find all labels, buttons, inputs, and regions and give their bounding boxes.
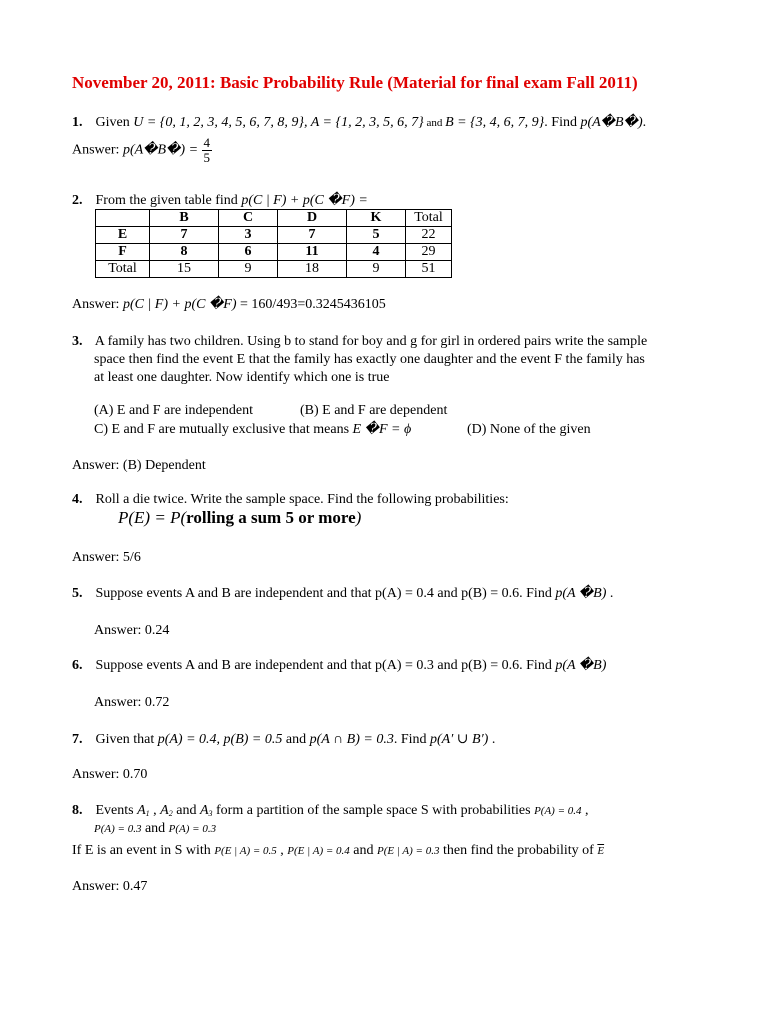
- question-6: [72, 657, 606, 675]
- answer-5: Answer: 0.24: [94, 623, 170, 638]
- fraction-numerator: 4: [203, 135, 211, 150]
- fraction-denominator: 5: [203, 150, 211, 165]
- question-number: 4.: [72, 492, 83, 507]
- punctuation: ,: [581, 803, 589, 818]
- option-c: [94, 421, 411, 439]
- expression-right: ): [355, 508, 362, 527]
- question-text: Given that: [95, 732, 158, 747]
- question-7: [72, 731, 495, 749]
- option-b: (B) E and F are dependent: [300, 403, 448, 418]
- question-number: 8.: [72, 803, 83, 818]
- find-expression: p(A �B): [555, 658, 607, 673]
- question-expression: p(C | F) + p(C �F) =: [241, 193, 368, 208]
- answer-expression: p(C | F) + p(C �F): [122, 297, 237, 312]
- table-header-cell: B: [150, 210, 219, 227]
- question-3: [72, 333, 647, 351]
- question-8-line-2: [94, 820, 216, 838]
- table-cell: 18: [278, 261, 347, 278]
- option-a: (A) E and F are independent: [94, 403, 253, 418]
- answer-8: Answer: 0.47: [72, 879, 148, 894]
- table-cell: 29: [406, 244, 452, 261]
- punctuation: .: [488, 732, 496, 747]
- given-pab: p(A ∩ B) = 0.3: [309, 732, 394, 747]
- conjunction: and: [282, 732, 310, 747]
- question-text: Events: [95, 803, 138, 818]
- given-pa: p(A) = 0.4,: [157, 732, 221, 747]
- table-cell: 5: [347, 227, 406, 244]
- table-row: [96, 261, 452, 278]
- question-text: Roll a die twice. Write the sample space. Find the following probabilities:: [95, 492, 509, 507]
- event-symbol: A: [137, 803, 146, 818]
- complement-e: $\overline{E}$: [597, 845, 605, 857]
- conjunction: and: [423, 117, 446, 129]
- table-cell: 9: [219, 261, 278, 278]
- answer-3: Answer: (B) Dependent: [72, 458, 206, 473]
- find-text: . Find: [544, 115, 581, 130]
- table-cell: 22: [406, 227, 452, 244]
- table-cell: 51: [406, 261, 452, 278]
- answer-expression: p(A�B�) =: [122, 142, 202, 158]
- probability-expression: [118, 509, 361, 527]
- conjunction: and: [349, 843, 377, 858]
- cond-prob-2: P(E | A) = 0.4: [287, 845, 350, 857]
- answer-label: Answer:: [72, 142, 123, 158]
- find-expression: p(A�B�): [580, 115, 643, 130]
- punctuation: .: [642, 115, 647, 130]
- event-a1: $A_1$: [137, 803, 150, 818]
- event-a2: $A_2$: [160, 803, 173, 818]
- question-5: [72, 585, 613, 603]
- question-2: [72, 192, 368, 210]
- question-number: 7.: [72, 732, 83, 747]
- frequency-table: [95, 209, 452, 278]
- answer-4: Answer: 5/6: [72, 550, 141, 565]
- table-cell: 8: [150, 244, 219, 261]
- question-number: 5.: [72, 586, 83, 601]
- prob-a1: P(A) = 0.4: [534, 805, 582, 817]
- answer-1: [72, 136, 212, 165]
- prob-a3: P(A) = 0.3: [168, 823, 217, 835]
- question-text: From the given table find: [95, 193, 242, 208]
- question-number: 3.: [72, 334, 83, 349]
- question-8-line-3: If E is an event in S with P(E | A) = 0.5 , P(E | A) = 0.4 and P(E | A) = 0.3 then find the probability of $\overline{E}$: [72, 843, 605, 858]
- prob-a2: P(A) = 0.3: [94, 823, 142, 835]
- event-symbol: A: [199, 803, 209, 818]
- question-text: If E is an event in S with: [72, 843, 215, 858]
- table-header-cell: K: [347, 210, 406, 227]
- table-cell: 4: [347, 244, 406, 261]
- question-text-line: at least one daughter. Now identify which one is true: [94, 370, 390, 385]
- answer-label: Answer:: [72, 297, 123, 312]
- table-cell: 6: [219, 244, 278, 261]
- question-text: Suppose events A and B are independent and that p(A) = 0.3 and p(B) = 0.6. Find: [95, 658, 556, 673]
- table-cell: 11: [278, 244, 347, 261]
- event-a3: $A_3$: [199, 803, 213, 818]
- question-text-line: space then find the event E that the family has exactly one daughter and the event F the family has: [94, 352, 645, 367]
- question-8: 8. Events $A_1$ , $A_2$ and $A_3$ form a partition of the sample space S with probabilities P(A) = 0.4 ,: [72, 803, 589, 818]
- question-1: [72, 114, 646, 132]
- table-row-label: F: [96, 244, 150, 261]
- given-pb: p(B) = 0.5: [223, 732, 283, 747]
- question-text: Given: [95, 115, 134, 130]
- question-number: 6.: [72, 658, 83, 673]
- question-number: 2.: [72, 193, 83, 208]
- table-row-label: Total: [96, 261, 150, 278]
- find-expression: p(A′ ∪ B′): [430, 732, 489, 747]
- table-row: [96, 244, 452, 261]
- event-symbol: A: [160, 803, 169, 818]
- page-title: November 20, 2011: Basic Probability Rule (Material for final exam Fall 2011): [72, 73, 638, 92]
- expression-event: rolling a sum 5 or more: [186, 508, 356, 527]
- set-a: , A = {1, 2, 3, 5, 6, 7}: [303, 115, 424, 130]
- cond-prob-1: P(E | A) = 0.5: [214, 845, 277, 857]
- answer-6: Answer: 0.72: [94, 695, 170, 710]
- table-header-cell: [96, 210, 150, 227]
- table-cell: 15: [150, 261, 219, 278]
- answer-value: = 160/493=0.3245436105: [236, 297, 386, 312]
- table-row-label: E: [96, 227, 150, 244]
- conjunction: and: [141, 821, 169, 836]
- answer-7: Answer: 0.70: [72, 767, 148, 782]
- question-text: then find the probability of: [439, 843, 598, 858]
- answer-fraction: [202, 136, 213, 165]
- table-header-cell: Total: [406, 210, 452, 227]
- option-c-text: C) E and F are mutually exclusive that means: [94, 422, 353, 437]
- expression-left: P(E) = P(: [118, 508, 187, 527]
- answer-2: [72, 296, 386, 314]
- question-4: [72, 491, 509, 509]
- table-header-cell: C: [219, 210, 278, 227]
- table-row: [96, 227, 452, 244]
- question-text: form a partition of the sample space S with probabilities: [212, 803, 535, 818]
- question-number: 1.: [72, 115, 83, 130]
- option-d: (D) None of the given: [467, 422, 591, 437]
- table-cell: 3: [219, 227, 278, 244]
- table-cell: 7: [150, 227, 219, 244]
- set-u: U = {0, 1, 2, 3, 4, 5, 6, 7, 8, 9}: [133, 115, 304, 130]
- question-text-line: A family has two children. Using b to stand for boy and g for girl in ordered pairs write the sample: [94, 334, 648, 349]
- cond-prob-3: P(E | A) = 0.3: [377, 845, 440, 857]
- table-cell: 9: [347, 261, 406, 278]
- find-expression: p(A �B): [555, 586, 607, 601]
- punctuation: .: [606, 586, 614, 601]
- conjunction: and: [172, 803, 200, 818]
- set-b: B = {3, 4, 6, 7, 9}: [445, 115, 545, 130]
- table-cell: 7: [278, 227, 347, 244]
- find-text: . Find: [393, 732, 431, 747]
- table-header-row: [96, 210, 452, 227]
- question-text: Suppose events A and B are independent and that p(A) = 0.4 and p(B) = 0.6. Find: [95, 586, 556, 601]
- table-header-cell: D: [278, 210, 347, 227]
- option-c-expression: E �F = ϕ: [352, 422, 412, 437]
